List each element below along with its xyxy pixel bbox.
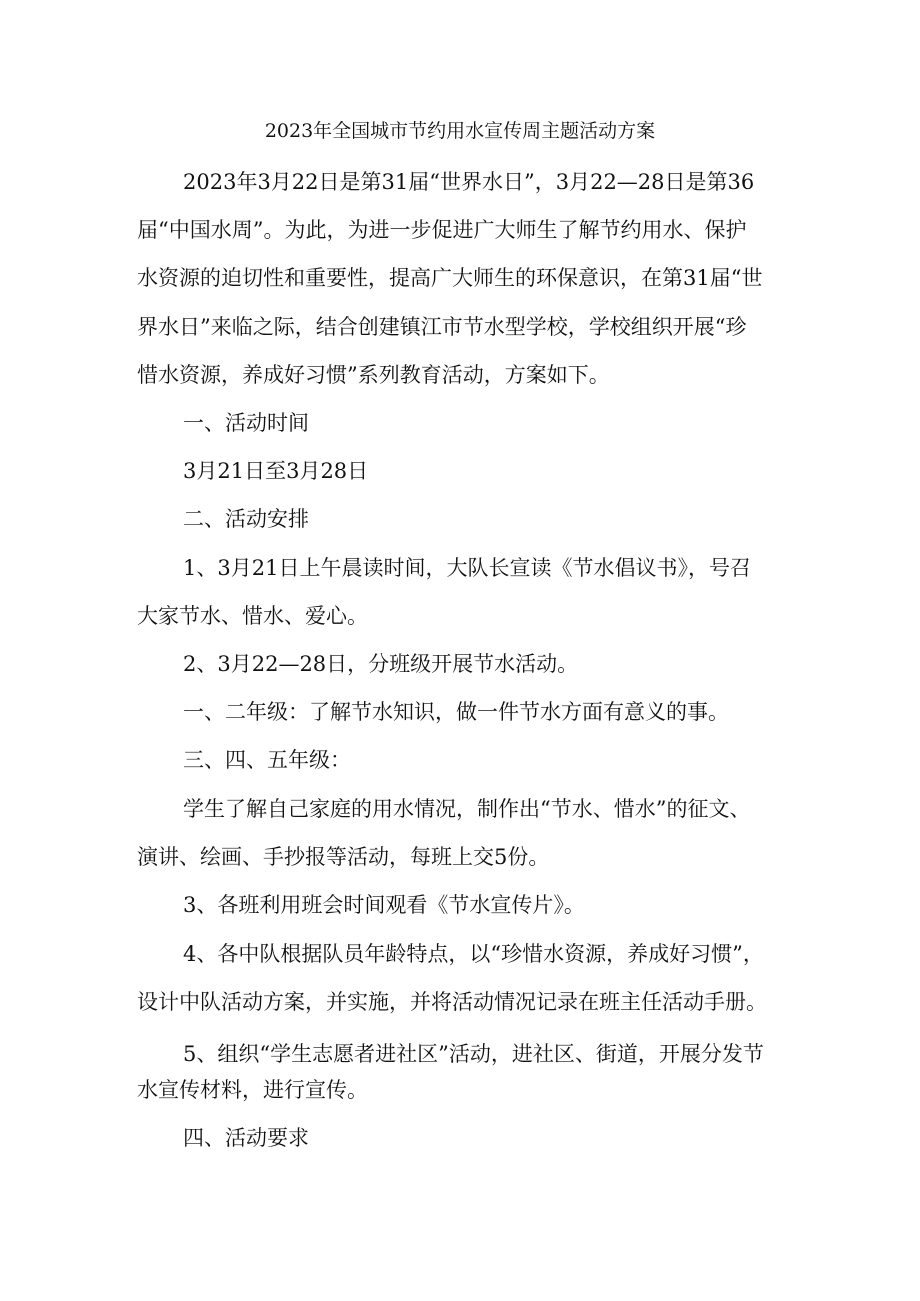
grade-1-2-activity: 一、二年级：了解节水知识，做一件节水方面有意义的事。 <box>183 700 729 724</box>
section-heading-arrangement: 二、活动安排 <box>183 507 309 531</box>
arrangement-item-1-line-2: 大家节水、惜水、爱心。 <box>137 604 368 628</box>
activity-date: 3月21日至3月28日 <box>183 459 369 483</box>
arrangement-item-4-line-2: 设计中队活动方案，并实施，并将活动情况记录在班主任活动手册。 <box>137 990 767 1014</box>
section-heading-time: 一、活动时间 <box>183 411 309 435</box>
intro-line-4: 界水日”来临之际，结合创建镇江市节水型学校，学校组织开展“珍 <box>137 315 747 339</box>
document-title: 2023年全国城市节约用水宣传周主题活动方案 <box>264 120 656 142</box>
intro-line-2: 届“中国水周”。为此，为进一步促进广大师生了解节约用水、保护 <box>137 218 747 242</box>
grade-3-5-heading: 三、四、五年级： <box>183 748 351 772</box>
grade-3-5-text-line-1: 学生了解自己家庭的用水情况，制作出“节水、惜水”的征文、 <box>183 797 751 821</box>
arrangement-item-4-line-1: 4、各中队根据队员年龄特点，以“珍惜水资源，养成好习惯”， <box>183 942 764 966</box>
arrangement-item-5-line-2: 水宣传材料，进行宣传。 <box>137 1078 368 1102</box>
arrangement-item-2: 2、3月22—28日，分班级开展节水活动。 <box>183 652 579 676</box>
arrangement-item-5-line-1: 5、组织“学生志愿者进社区”活动，进社区、街道，开展分发节 <box>183 1042 764 1066</box>
arrangement-item-3: 3、各班利用班会时间观看《节水宣传片》。 <box>183 893 585 917</box>
section-heading-requirements: 四、活动要求 <box>183 1126 309 1150</box>
arrangement-item-1-line-1: 1、3月21日上午晨读时间，大队长宣读《节水倡议书》，号召 <box>183 556 751 580</box>
grade-3-5-text-line-2: 演讲、绘画、手抄报等活动，每班上交5份。 <box>137 845 550 869</box>
intro-line-5: 惜水资源，养成好习惯”系列教育活动，方案如下。 <box>137 363 610 387</box>
intro-line-1: 2023年3月22日是第31届“世界水日”，3月22—28日是第36 <box>183 170 755 194</box>
intro-line-3: 水资源的迫切性和重要性，提高广大师生的环保意识，在第31届“世 <box>137 266 763 290</box>
